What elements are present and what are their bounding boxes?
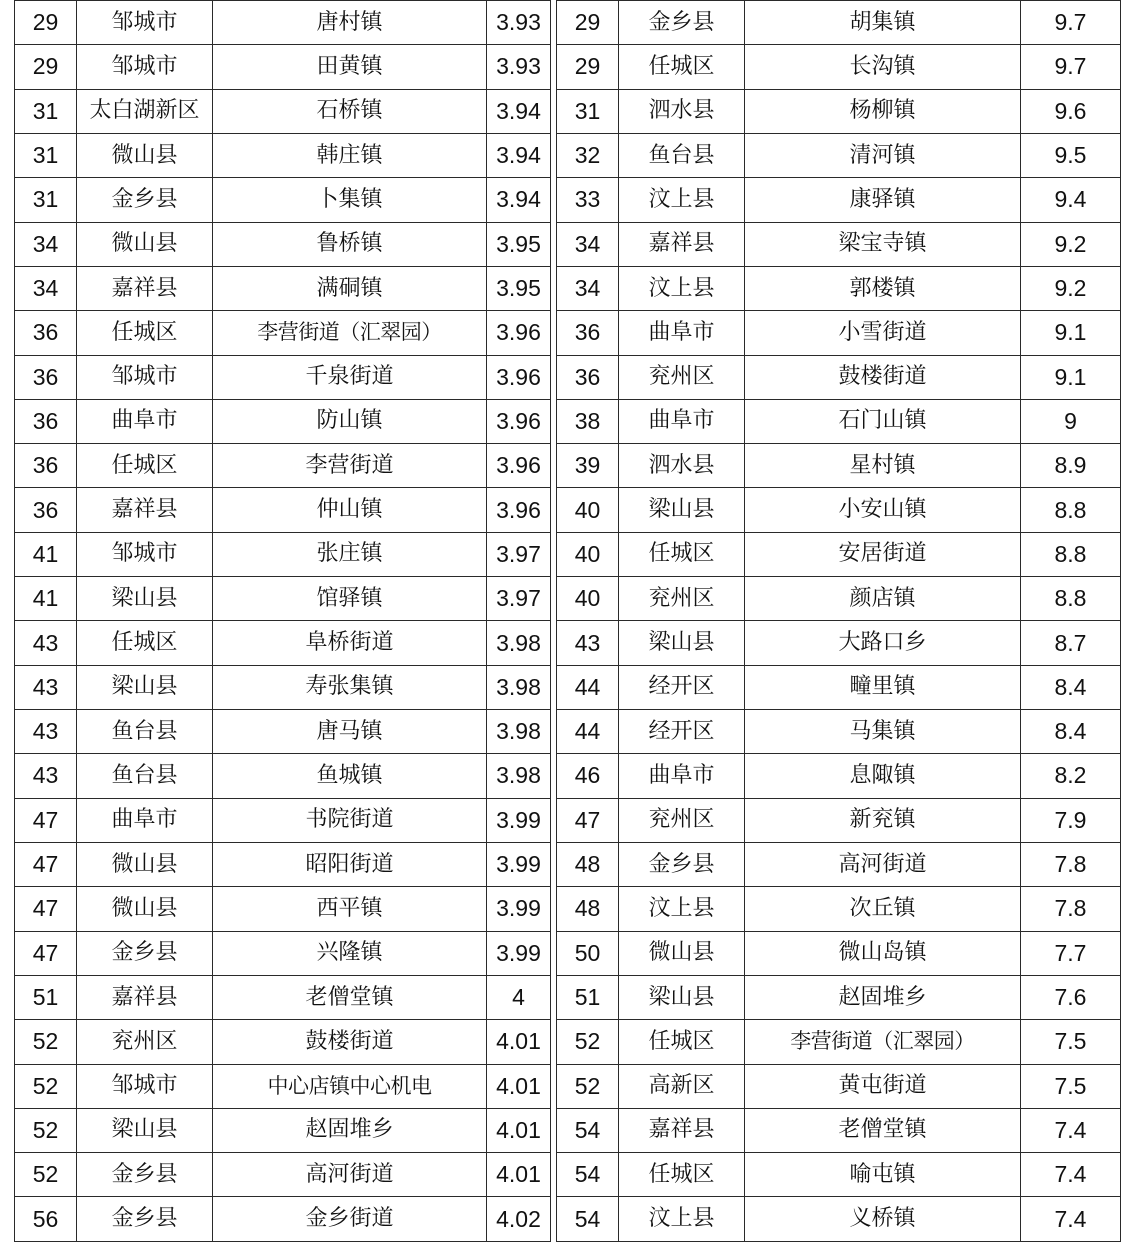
town-cell: 满硐镇 [213, 266, 487, 310]
table-row [15, 89, 551, 133]
town-cell: 郭楼镇 [745, 266, 1021, 310]
rank-cell: 44 [557, 710, 619, 754]
town-cell: 李营街道（汇翠园） [213, 311, 487, 355]
rank-cell: 44 [557, 665, 619, 709]
rank-cell: 31 [557, 89, 619, 133]
county-cell: 梁山县 [619, 621, 745, 665]
town-cell: 金乡街道 [213, 1197, 487, 1242]
rank-cell: 43 [15, 665, 77, 709]
value-cell: 3.97 [487, 532, 551, 576]
table-row [557, 621, 1121, 665]
rank-cell: 51 [557, 975, 619, 1019]
county-cell: 兖州区 [77, 1020, 213, 1064]
county-cell: 鱼台县 [77, 710, 213, 754]
county-cell: 微山县 [77, 842, 213, 886]
rank-cell: 29 [557, 45, 619, 89]
value-cell: 9.5 [1021, 133, 1121, 177]
value-cell: 8.8 [1021, 532, 1121, 576]
value-cell: 7.5 [1021, 1064, 1121, 1108]
county-cell: 任城区 [77, 621, 213, 665]
table-row [557, 45, 1121, 89]
value-cell: 3.96 [487, 444, 551, 488]
value-cell: 4 [487, 975, 551, 1019]
rank-cell: 47 [15, 931, 77, 975]
county-cell: 微山县 [77, 133, 213, 177]
town-cell: 高河街道 [745, 842, 1021, 886]
table-row [15, 311, 551, 355]
table-row [557, 1108, 1121, 1152]
table-row [15, 1108, 551, 1152]
county-cell: 曲阜市 [619, 399, 745, 443]
county-cell: 任城区 [619, 1020, 745, 1064]
table-row [557, 89, 1121, 133]
value-cell: 8.2 [1021, 754, 1121, 798]
value-cell: 9.6 [1021, 89, 1121, 133]
value-cell: 3.98 [487, 710, 551, 754]
rank-cell: 36 [15, 355, 77, 399]
county-cell: 金乡县 [619, 842, 745, 886]
value-cell: 3.96 [487, 488, 551, 532]
county-cell: 嘉祥县 [619, 222, 745, 266]
value-cell: 4.01 [487, 1020, 551, 1064]
county-cell: 鱼台县 [77, 754, 213, 798]
town-cell: 义桥镇 [745, 1197, 1021, 1242]
county-cell: 太白湖新区 [77, 89, 213, 133]
county-cell: 微山县 [77, 222, 213, 266]
table-row [557, 842, 1121, 886]
rank-cell: 54 [557, 1197, 619, 1242]
town-cell: 鼓楼街道 [745, 355, 1021, 399]
value-cell: 9.1 [1021, 355, 1121, 399]
value-cell: 8.8 [1021, 488, 1121, 532]
town-cell: 中心店镇中心机电 [213, 1064, 487, 1108]
county-cell: 邹城市 [77, 355, 213, 399]
table-row [557, 1020, 1121, 1064]
table-row [557, 1, 1121, 45]
rank-cell: 29 [15, 1, 77, 45]
rank-cell: 32 [557, 133, 619, 177]
county-cell: 任城区 [77, 311, 213, 355]
table-row [557, 798, 1121, 842]
rank-cell: 34 [557, 222, 619, 266]
value-cell: 3.94 [487, 89, 551, 133]
town-cell: 赵固堆乡 [213, 1108, 487, 1152]
county-cell: 任城区 [619, 532, 745, 576]
county-cell: 金乡县 [77, 178, 213, 222]
value-cell: 3.96 [487, 399, 551, 443]
table-row [15, 754, 551, 798]
rank-cell: 43 [15, 710, 77, 754]
table-row [15, 975, 551, 1019]
town-cell: 仲山镇 [213, 488, 487, 532]
county-cell: 金乡县 [77, 1153, 213, 1197]
value-cell: 9.7 [1021, 1, 1121, 45]
rank-cell: 40 [557, 488, 619, 532]
right-ranking-table [556, 0, 1121, 1242]
county-cell: 任城区 [77, 444, 213, 488]
town-cell: 星村镇 [745, 444, 1021, 488]
county-cell: 兖州区 [619, 577, 745, 621]
town-cell: 千泉街道 [213, 355, 487, 399]
county-cell: 微山县 [619, 931, 745, 975]
value-cell: 7.6 [1021, 975, 1121, 1019]
rank-cell: 34 [15, 266, 77, 310]
rank-cell: 47 [15, 842, 77, 886]
rank-cell: 52 [15, 1108, 77, 1152]
value-cell: 3.94 [487, 178, 551, 222]
rank-cell: 36 [15, 311, 77, 355]
table-row [557, 754, 1121, 798]
value-cell: 8.4 [1021, 665, 1121, 709]
value-cell: 9 [1021, 399, 1121, 443]
county-cell: 梁山县 [77, 577, 213, 621]
rank-cell: 47 [15, 798, 77, 842]
table-row [15, 355, 551, 399]
rank-cell: 36 [15, 488, 77, 532]
table-row [557, 178, 1121, 222]
value-cell: 3.95 [487, 222, 551, 266]
town-cell: 李营街道 [213, 444, 487, 488]
table-row [15, 45, 551, 89]
value-cell: 7.4 [1021, 1197, 1121, 1242]
value-cell: 7.5 [1021, 1020, 1121, 1064]
county-cell: 兖州区 [619, 798, 745, 842]
town-cell: 老僧堂镇 [213, 975, 487, 1019]
county-cell: 泗水县 [619, 89, 745, 133]
table-row [15, 710, 551, 754]
county-cell: 汶上县 [619, 887, 745, 931]
county-cell: 曲阜市 [77, 798, 213, 842]
table-row [557, 532, 1121, 576]
table-row [15, 532, 551, 576]
county-cell: 汶上县 [619, 266, 745, 310]
county-cell: 曲阜市 [619, 754, 745, 798]
value-cell: 3.93 [487, 1, 551, 45]
table-row [15, 931, 551, 975]
rank-cell: 52 [15, 1064, 77, 1108]
town-cell: 鲁桥镇 [213, 222, 487, 266]
town-cell: 唐马镇 [213, 710, 487, 754]
county-cell: 兖州区 [619, 355, 745, 399]
table-row [557, 710, 1121, 754]
town-cell: 小雪街道 [745, 311, 1021, 355]
town-cell: 喻屯镇 [745, 1153, 1021, 1197]
town-cell: 卜集镇 [213, 178, 487, 222]
table-row [15, 842, 551, 886]
town-cell: 西平镇 [213, 887, 487, 931]
value-cell: 8.4 [1021, 710, 1121, 754]
rank-cell: 52 [557, 1020, 619, 1064]
county-cell: 金乡县 [619, 1, 745, 45]
rank-cell: 39 [557, 444, 619, 488]
county-cell: 梁山县 [77, 665, 213, 709]
town-cell: 鱼城镇 [213, 754, 487, 798]
table-row [15, 178, 551, 222]
town-cell: 高河街道 [213, 1153, 487, 1197]
table-row [557, 355, 1121, 399]
town-cell: 田黄镇 [213, 45, 487, 89]
rank-cell: 31 [15, 178, 77, 222]
town-cell: 唐村镇 [213, 1, 487, 45]
value-cell: 3.98 [487, 754, 551, 798]
rank-cell: 40 [557, 532, 619, 576]
town-cell: 微山岛镇 [745, 931, 1021, 975]
table-row [15, 887, 551, 931]
value-cell: 3.99 [487, 842, 551, 886]
table-row [15, 798, 551, 842]
rank-cell: 29 [15, 45, 77, 89]
table-row [15, 266, 551, 310]
county-cell: 鱼台县 [619, 133, 745, 177]
town-cell: 马集镇 [745, 710, 1021, 754]
rank-cell: 54 [557, 1108, 619, 1152]
value-cell: 3.94 [487, 133, 551, 177]
town-cell: 次丘镇 [745, 887, 1021, 931]
town-cell: 石桥镇 [213, 89, 487, 133]
table-row [557, 133, 1121, 177]
value-cell: 9.2 [1021, 266, 1121, 310]
town-cell: 清河镇 [745, 133, 1021, 177]
rank-cell: 56 [15, 1197, 77, 1242]
rank-cell: 48 [557, 887, 619, 931]
county-cell: 梁山县 [619, 488, 745, 532]
table-row [15, 1020, 551, 1064]
table-row [557, 488, 1121, 532]
rank-cell: 34 [15, 222, 77, 266]
town-cell: 颜店镇 [745, 577, 1021, 621]
value-cell: 7.9 [1021, 798, 1121, 842]
rank-cell: 43 [15, 621, 77, 665]
table-row [15, 399, 551, 443]
town-cell: 韩庄镇 [213, 133, 487, 177]
value-cell: 9.4 [1021, 178, 1121, 222]
rank-cell: 29 [557, 1, 619, 45]
table-row [557, 444, 1121, 488]
town-cell: 馆驿镇 [213, 577, 487, 621]
table-row [15, 222, 551, 266]
county-cell: 泗水县 [619, 444, 745, 488]
county-cell: 汶上县 [619, 178, 745, 222]
table-row [15, 665, 551, 709]
town-cell: 昭阳街道 [213, 842, 487, 886]
county-cell: 梁山县 [77, 1108, 213, 1152]
value-cell: 3.97 [487, 577, 551, 621]
rank-cell: 51 [15, 975, 77, 1019]
town-cell: 寿张集镇 [213, 665, 487, 709]
rank-cell: 54 [557, 1153, 619, 1197]
town-cell: 康驿镇 [745, 178, 1021, 222]
rank-cell: 50 [557, 931, 619, 975]
county-cell: 梁山县 [619, 975, 745, 1019]
county-cell: 邹城市 [77, 45, 213, 89]
value-cell: 8.8 [1021, 577, 1121, 621]
town-cell: 老僧堂镇 [745, 1108, 1021, 1152]
value-cell: 7.8 [1021, 887, 1121, 931]
table-row [557, 577, 1121, 621]
table-row [557, 399, 1121, 443]
value-cell: 9.7 [1021, 45, 1121, 89]
value-cell: 3.99 [487, 798, 551, 842]
rank-cell: 33 [557, 178, 619, 222]
rank-cell: 34 [557, 266, 619, 310]
county-cell: 嘉祥县 [77, 488, 213, 532]
county-cell: 微山县 [77, 887, 213, 931]
table-row [557, 222, 1121, 266]
town-cell: 防山镇 [213, 399, 487, 443]
town-cell: 李营街道（汇翠园） [745, 1020, 1021, 1064]
table-row [15, 1064, 551, 1108]
county-cell: 邹城市 [77, 532, 213, 576]
town-cell: 胡集镇 [745, 1, 1021, 45]
table-row [557, 887, 1121, 931]
county-cell: 金乡县 [77, 931, 213, 975]
table-row [15, 1153, 551, 1197]
value-cell: 4.02 [487, 1197, 551, 1242]
county-cell: 嘉祥县 [77, 266, 213, 310]
left-ranking-table-container [14, 0, 550, 1242]
table-row [557, 1197, 1121, 1242]
county-cell: 任城区 [619, 45, 745, 89]
town-cell: 疃里镇 [745, 665, 1021, 709]
town-cell: 黄屯街道 [745, 1064, 1021, 1108]
town-cell: 书院街道 [213, 798, 487, 842]
town-cell: 小安山镇 [745, 488, 1021, 532]
value-cell: 3.95 [487, 266, 551, 310]
county-cell: 嘉祥县 [619, 1108, 745, 1152]
county-cell: 高新区 [619, 1064, 745, 1108]
table-row [557, 311, 1121, 355]
rank-cell: 31 [15, 89, 77, 133]
county-cell: 任城区 [619, 1153, 745, 1197]
table-row [557, 266, 1121, 310]
rank-cell: 36 [557, 311, 619, 355]
town-cell: 石门山镇 [745, 399, 1021, 443]
rank-cell: 36 [15, 444, 77, 488]
town-cell: 大路口乡 [745, 621, 1021, 665]
value-cell: 9.2 [1021, 222, 1121, 266]
county-cell: 曲阜市 [619, 311, 745, 355]
rank-cell: 47 [15, 887, 77, 931]
town-cell: 兴隆镇 [213, 931, 487, 975]
table-row [15, 1197, 551, 1242]
county-cell: 曲阜市 [77, 399, 213, 443]
left-table-body [15, 1, 551, 1242]
table-row [557, 665, 1121, 709]
rank-cell: 52 [15, 1020, 77, 1064]
table-row [557, 1153, 1121, 1197]
town-cell: 阜桥街道 [213, 621, 487, 665]
rank-cell: 48 [557, 842, 619, 886]
county-cell: 汶上县 [619, 1197, 745, 1242]
rank-cell: 43 [15, 754, 77, 798]
county-cell: 经开区 [619, 710, 745, 754]
town-cell: 赵固堆乡 [745, 975, 1021, 1019]
rank-cell: 43 [557, 621, 619, 665]
county-cell: 邹城市 [77, 1, 213, 45]
value-cell: 7.4 [1021, 1153, 1121, 1197]
town-cell: 长沟镇 [745, 45, 1021, 89]
value-cell: 7.4 [1021, 1108, 1121, 1152]
value-cell: 3.93 [487, 45, 551, 89]
town-cell: 梁宝寺镇 [745, 222, 1021, 266]
value-cell: 7.7 [1021, 931, 1121, 975]
town-cell: 杨柳镇 [745, 89, 1021, 133]
value-cell: 8.7 [1021, 621, 1121, 665]
rank-cell: 47 [557, 798, 619, 842]
rank-cell: 36 [15, 399, 77, 443]
value-cell: 3.96 [487, 311, 551, 355]
table-row [557, 1064, 1121, 1108]
rank-cell: 41 [15, 532, 77, 576]
rank-cell: 52 [15, 1153, 77, 1197]
value-cell: 3.96 [487, 355, 551, 399]
rank-cell: 52 [557, 1064, 619, 1108]
right-ranking-table-container [556, 0, 1120, 1242]
table-row [15, 488, 551, 532]
rank-cell: 38 [557, 399, 619, 443]
table-row [15, 621, 551, 665]
town-cell: 张庄镇 [213, 532, 487, 576]
right-table-body [557, 1, 1121, 1242]
table-row [15, 577, 551, 621]
table-row [15, 133, 551, 177]
value-cell: 4.01 [487, 1153, 551, 1197]
table-row [557, 931, 1121, 975]
value-cell: 9.1 [1021, 311, 1121, 355]
value-cell: 8.9 [1021, 444, 1121, 488]
table-row [15, 444, 551, 488]
town-cell: 安居街道 [745, 532, 1021, 576]
county-cell: 邹城市 [77, 1064, 213, 1108]
rank-cell: 31 [15, 133, 77, 177]
town-cell: 息陬镇 [745, 754, 1021, 798]
value-cell: 4.01 [487, 1064, 551, 1108]
value-cell: 3.99 [487, 887, 551, 931]
town-cell: 鼓楼街道 [213, 1020, 487, 1064]
county-cell: 金乡县 [77, 1197, 213, 1242]
rank-cell: 40 [557, 577, 619, 621]
town-cell: 新兖镇 [745, 798, 1021, 842]
county-cell: 经开区 [619, 665, 745, 709]
county-cell: 嘉祥县 [77, 975, 213, 1019]
value-cell: 3.98 [487, 621, 551, 665]
value-cell: 4.01 [487, 1108, 551, 1152]
value-cell: 3.98 [487, 665, 551, 709]
table-row [557, 975, 1121, 1019]
value-cell: 7.8 [1021, 842, 1121, 886]
table-row [15, 1, 551, 45]
rank-cell: 36 [557, 355, 619, 399]
rank-cell: 41 [15, 577, 77, 621]
left-ranking-table [14, 0, 551, 1242]
value-cell: 3.99 [487, 931, 551, 975]
rank-cell: 46 [557, 754, 619, 798]
